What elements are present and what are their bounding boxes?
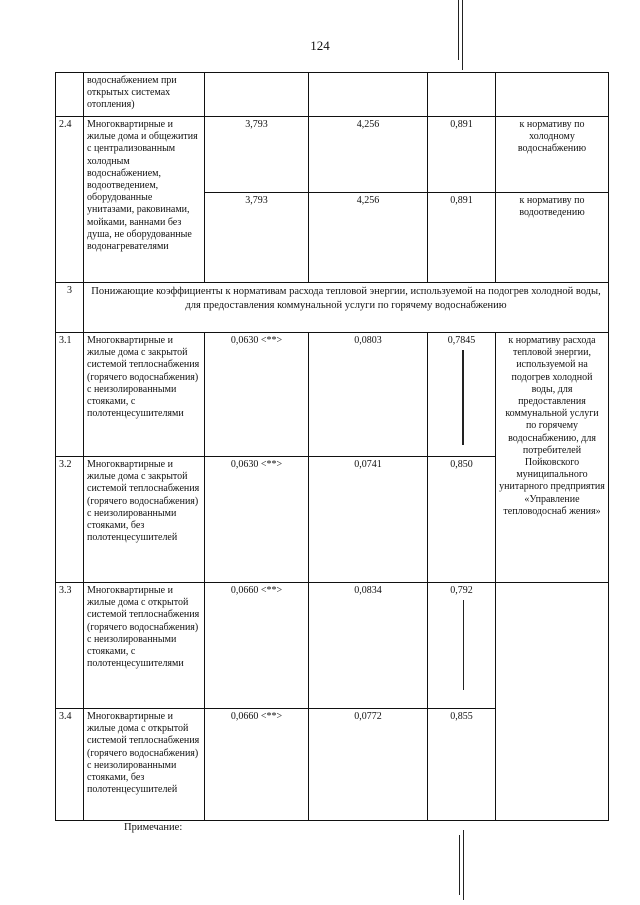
table-row <box>56 117 609 193</box>
value-cell: 0,855 <box>428 709 496 821</box>
value-cell <box>428 73 496 117</box>
value-cell: 0,0630 <**> <box>205 333 309 457</box>
value-cell: 0,0660 <**> <box>205 709 309 821</box>
row-number-cell: 2.4 <box>56 117 84 283</box>
coefficients-table <box>55 72 609 821</box>
group-note-cell: к нормативу расхода тепловой энергии, используемой на подогрев холодной воды, для предоставления коммунальной услуги по горячему водоснабжению, для потребителей Пойковского муниципального унитарного предприятия «Управление тепловодоснаб жения» <box>496 333 609 583</box>
value-cell: 0,0630 <**> <box>205 457 309 583</box>
row-name-cell: Многоквартирные и жилые дома с закрытой системой теплоснабжения (горячего водоснабжения) с неизолированными стояками, с полотенцесушителями <box>84 333 205 457</box>
value-cell <box>309 73 428 117</box>
row-number-cell: 3.4 <box>56 709 84 821</box>
value-cell <box>205 73 309 117</box>
row-name-cell: водоснабжением при открытых системах отопления) <box>84 73 205 117</box>
row-name-cell: Многоквартирные и жилые дома с открытой системой теплоснабжения (горячего водоснабжения) с неизолированными стояками, с полотенцесушителями <box>84 583 205 709</box>
value-cell: 0,0834 <box>309 583 428 709</box>
scan-artifact-line <box>459 835 460 895</box>
row-number-cell: 3.1 <box>56 333 84 457</box>
section-heading-cell: Понижающие коэффициенты к нормативам расхода тепловой энергии, используемой на подогрев холодной воды, для предоставления коммунальной услуги по горячему водоснабжению <box>84 283 609 333</box>
scan-artifact-line <box>458 0 459 60</box>
value-cell: 3,793 <box>205 117 309 193</box>
scan-artifact-line <box>462 0 463 70</box>
value-cell: 0,7845 <box>428 333 496 457</box>
section-number-cell: 3 <box>56 283 84 333</box>
table-row <box>56 73 609 117</box>
footer-note-label: Примечание: <box>124 822 183 833</box>
value-cell: 4,256 <box>309 117 428 193</box>
row-name-cell: Многоквартирные и жилые дома и общежития с централизованным холодным водоснабжением, водоотведением, оборудованные унитазами, раковинами, мойками, ваннами без душа, не оборудованные водонагревателями <box>84 117 205 283</box>
section-heading-row <box>56 283 609 333</box>
value-cell: 0,891 <box>428 117 496 193</box>
table-row <box>56 333 609 457</box>
value-cell: 0,0803 <box>309 333 428 457</box>
value-cell: 0,850 <box>428 457 496 583</box>
row-number-cell: 3.3 <box>56 583 84 709</box>
value-cell: 0,792 <box>428 583 496 709</box>
scan-artifact-line <box>463 830 464 900</box>
value-cell: 3,793 <box>205 193 309 283</box>
row-number-cell: 3.2 <box>56 457 84 583</box>
note-cell: к нормативу по водоотведению <box>496 193 609 283</box>
row-name-cell: Многоквартирные и жилые дома с открытой системой теплоснабжения (горячего водоснабжения) с неизолированными стояками, без полотенцесушителей <box>84 709 205 821</box>
value-cell: 0,891 <box>428 193 496 283</box>
row-number-cell <box>56 73 84 117</box>
value-cell: 0,0772 <box>309 709 428 821</box>
note-cell: к нормативу по холодному водоснабжению <box>496 117 609 193</box>
value-cell: 4,256 <box>309 193 428 283</box>
note-cell <box>496 583 609 821</box>
note-cell <box>496 73 609 117</box>
value-cell: 0,0660 <**> <box>205 583 309 709</box>
page-number: 124 <box>310 38 330 53</box>
value-cell: 0,0741 <box>309 457 428 583</box>
row-name-cell: Многоквартирные и жилые дома с закрытой системой теплоснабжения (горячего водоснабжения) с неизолированными стояками, без полотенцесушителей <box>84 457 205 583</box>
table-row <box>56 583 609 709</box>
